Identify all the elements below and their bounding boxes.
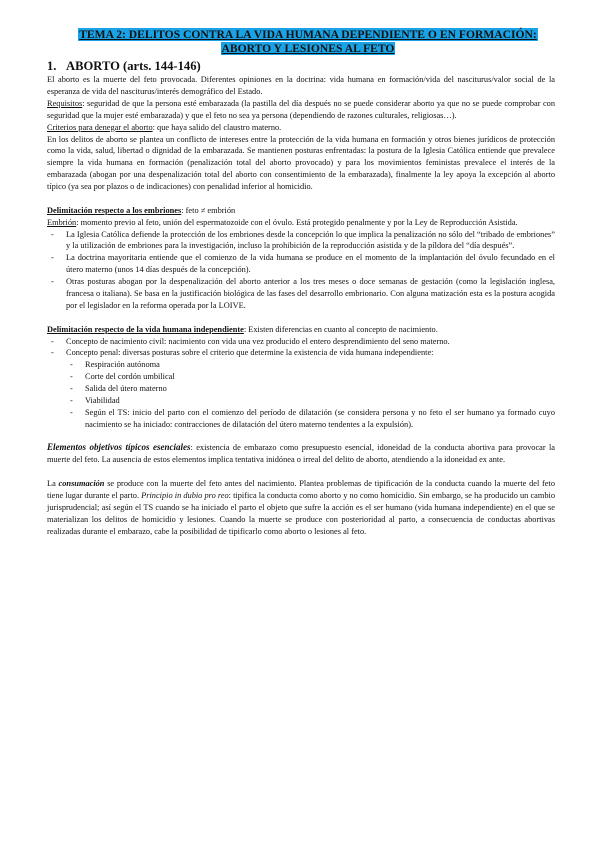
list-item: - Respiración autónoma (47, 359, 555, 371)
consumacion-label: consumación (58, 478, 105, 488)
list-item: - La Iglesia Católica defiende la protección de los embriones desde la concepción lo que implica la penalización no sólo del “tribado de embriones” y la utilización de embriones para la investigación, incluso la prohibición de la reproducción asistida y de la píldora del “día después”. (47, 229, 555, 253)
list-item (47, 347, 555, 359)
document-page (47, 28, 555, 537)
list-item: - Salida del útero materno (47, 383, 555, 395)
consumacion-text-2: : tipifica la conducta como aborto y no como homicidio. Sin embargo, se ha producido un cambio jurisprudencial; así según el TS cuando se ha iniciado el parto el objeto que sufre la acción es el ser humano (vida humana independiente) en el que se materializan los delitos de homicidio y lesiones. Cuando la muerte se produce con posterioridad al parto, a consecuencia de conductas abortivas realizadas durante el embarazo, cabe la posibilidad de tipificarlo como aborto o lesiones al feto. (47, 490, 555, 536)
embrion-definition (47, 217, 555, 229)
list-item: - La doctrina mayoritaria entiende que el comienzo de la vida humana se produce en el momento de la implantación del óvulo fecundado en el útero materno (unos 14 días después de la concepción). (47, 252, 555, 276)
elementos-label: Elementos objetivos típicos esenciales (47, 442, 191, 453)
section-number: 1. (47, 59, 57, 73)
embrion-text: : momento previo al feto, unión del espermatozoide con el óvulo. Está protegido penalmente y por la Ley de Reproducción Asistida. (76, 217, 518, 227)
list-item: - Concepto de nacimiento civil: nacimiento con vida una vez producido el entero desprendimiento del seno materno. (47, 336, 555, 348)
criterios-paragraph (47, 122, 555, 134)
section-title: ABORTO (arts. 144-146) (66, 59, 201, 73)
independiente-list (47, 336, 555, 360)
embriones-heading-tail: : feto ≠ embrión (181, 205, 236, 215)
embriones-heading (47, 205, 555, 217)
list-item: - Viabilidad (47, 395, 555, 407)
elementos-paragraph (47, 442, 555, 466)
principio-label: Principio in dubio pro reo (141, 490, 229, 500)
document-title (61, 28, 555, 56)
embrion-label: Embrión (47, 217, 77, 227)
requisitos-paragraph (47, 98, 555, 122)
concepto-penal-text: Concepto penal: diversas posturas sobre el criterio que determine la existencia de vida humana independiente: (66, 348, 434, 358)
list-item: - Otras posturas abogan por la despenalización del aborto anterior a los tres meses o doce semanas de gestación (como la legislación inglesa, francesa o italiana). Se basa en la justificación biológica de las fases del desarrollo embrionario. Con alguna matización esta es la postura acogida por el legislador en la reforma operada por la LOIVE. (47, 276, 555, 312)
section-heading-aborto (47, 59, 555, 74)
criterios-text: : que haya salido del claustro materno. (152, 122, 282, 132)
concepto-penal-sublist (47, 359, 555, 430)
criterios-label: Criterios para denegar el aborto (47, 122, 153, 132)
conflict-paragraph: En los delitos de aborto se plantea un conflicto de intereses entre la protección de la vida humana en formación y otros bienes jurídicos de protección como la vida, salud, libertad o dignidad de la embarazada. Se mantienen posturas enfrentadas: la postura de la Iglesia Católica entiende que prevalece siempre la vida humana en formación (penalización total del aborto provocado) y para los movimientos feministas prevalece el interés de la embarazada (abogan por una despenalización total del aborto con consentimiento de la embarazada), finalmente la ley apoya la excepción al aborto típico (ya sea por plazos o de indicaciones) con penalidad inferior al homicidio. (47, 134, 555, 192)
list-item: - Según el TS: inicio del parto con el comienzo del período de dilatación (se considera persona y no feto el ser humano ya formado cuyo nacimiento se ha iniciado: contracciones de dilatación del útero materno tendentes a la expulsión). (47, 407, 555, 431)
intro-paragraph: El aborto es la muerte del feto provocada. Diferentes opiniones en la doctrina: vida humana en formación/vida del nasciturus/valor social de la esperanza de vida del nasciturus/interés demográfico del Estado. (47, 75, 555, 96)
requisitos-label: Requisitos (47, 98, 83, 108)
title-line-1: TEMA 2: DELITOS CONTRA LA VIDA HUMANA DEPENDIENTE O EN FORMACIÓN: (79, 28, 537, 41)
title-line-2: ABORTO Y LESIONES AL FETO (221, 42, 395, 55)
consumacion-paragraph (47, 478, 555, 538)
embriones-heading-label: Delimitación respecto a los embriones (47, 205, 182, 215)
consumacion-pre: La (47, 478, 59, 488)
requisitos-text: : seguridad de que la persona esté embarazada (la pastilla del día después no se puede considerar aborto ya que no se puede comprobar con seguridad que la mujer esté embarazada) y que el feto no sea ya persona (dependiendo de razones culturales, religiosas…). (47, 98, 555, 120)
list-item: - Corte del cordón umbilical (47, 371, 555, 383)
elementos-text: : existencia de embarazo como presupuesto esencial, idoneidad de la conducta abortiva para provocar la muerte del feto. La ausencia de estos elementos implica tentativa inidónea o irreal del delito de aborto, atendiendo a la idoneidad ex ante. (47, 443, 556, 465)
embriones-list (47, 229, 555, 312)
independiente-heading (47, 324, 555, 336)
consumacion-text-1: se produce con la muerte del feto antes del nacimiento. Plantea problemas de tipificación de la conducta cuando la muerte del feto tiene lugar durante el parto. (47, 478, 555, 500)
independiente-heading-label: Delimitación respecto de la vida humana independiente (47, 324, 244, 334)
independiente-heading-tail: : Existen diferencias en cuanto al concepto de nacimiento. (243, 324, 438, 334)
